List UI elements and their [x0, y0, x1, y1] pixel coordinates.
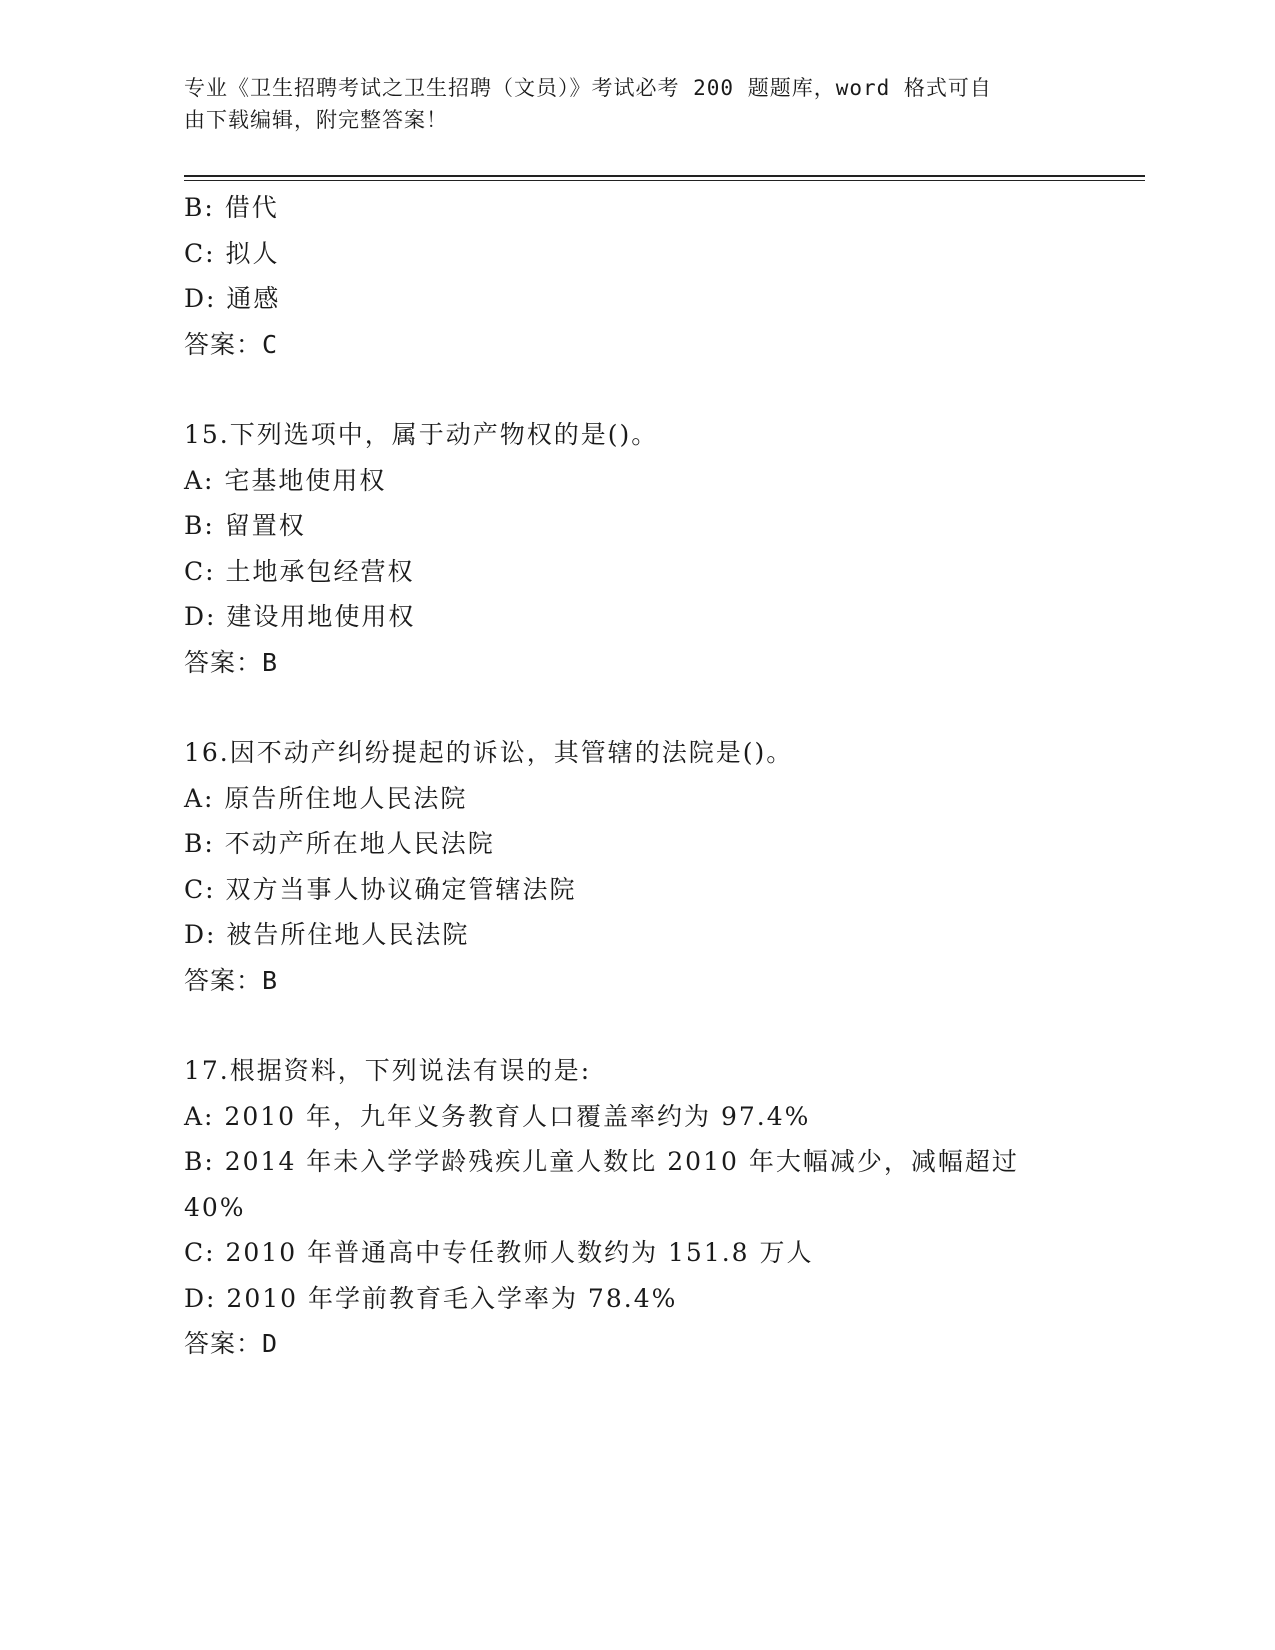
option-d: D: 2010 年学前教育毛入学率为 78.4%	[184, 1283, 678, 1313]
question-text: 16.因不动产纠纷提起的诉讼，其管辖的法院是()。	[184, 738, 794, 767]
spacer	[184, 685, 1084, 730]
option-b: B: 留置权	[184, 511, 306, 540]
spacer	[184, 1003, 1084, 1048]
question-16	[184, 730, 1084, 1003]
answer-line: 答案：B	[184, 965, 279, 995]
option-c: C: 拟人	[184, 238, 280, 268]
option-a: A: 2010 年，九年义务教育人口覆盖率约为 97.4%	[184, 1101, 811, 1131]
header-title-line-1: 专业《卫生招聘考试之卫生招聘（文员）》考试必考 200 题题库，word 格式可自	[184, 76, 992, 100]
answer-line: 答案：C	[184, 329, 279, 359]
header-divider-thin	[184, 180, 1145, 181]
option-b-continued: 40%	[184, 1192, 246, 1222]
option-c: C: 2010 年普通高中专任教师人数约为 151.8 万人	[184, 1238, 814, 1267]
option-a: A: 宅基地使用权	[184, 465, 387, 495]
question-text: 15.下列选项中，属于动产物权的是()。	[184, 420, 659, 449]
option-d: D: 建设用地使用权	[184, 602, 416, 631]
header-title-line-2: 由下载编辑，附完整答案！	[184, 108, 448, 132]
question-14-continuation	[184, 185, 1084, 367]
option-c: C: 双方当事人协议确定管辖法院	[184, 874, 577, 904]
document-body	[184, 185, 1084, 1367]
option-b: B: 借代	[184, 193, 279, 222]
option-d: D: 被告所住地人民法院	[184, 920, 470, 949]
option-c: C: 土地承包经营权	[184, 556, 415, 586]
option-d: D: 通感	[184, 284, 281, 313]
question-text: 17.根据资料，下列说法有误的是:	[184, 1056, 592, 1085]
option-b: B: 不动产所在地人民法院	[184, 829, 495, 858]
header-divider-thick	[184, 175, 1145, 177]
spacer	[184, 367, 1084, 412]
document-header	[184, 72, 1064, 136]
option-a: A: 原告所住地人民法院	[184, 783, 468, 813]
question-17	[184, 1048, 1084, 1367]
question-15	[184, 412, 1084, 685]
answer-line: 答案：B	[184, 647, 279, 677]
option-b: B: 2014 年未入学学龄残疾儿童人数比 2010 年大幅减少，减幅超过	[184, 1147, 1019, 1176]
answer-line: 答案：D	[184, 1329, 279, 1358]
